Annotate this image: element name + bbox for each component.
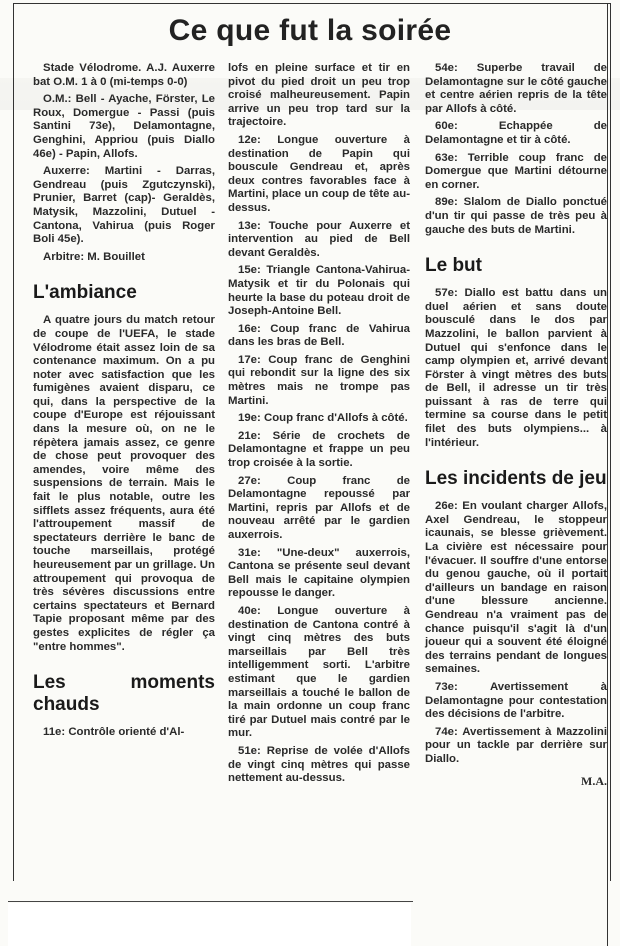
column-1 [33, 62, 215, 744]
moment-15: 15e: Triangle Cantona-Vahirua-Matysik et tir du Polonais qui heurte la base du poteau droit de Joseph-Antoine Bell. [228, 264, 410, 318]
ambiance-text: A quatre jours du match retour de coupe de l'UEFA, le stade Vélodrome était assez loin de sa contenance maximum. On a pu noter avec satisfaction que les fumigènes avaient disparu, ce qui, dans la perspective de la coupe d'Europe est réjouissant dans la mesure où, on ne le répètera jamais assez, ce genre de chose peut provoquer des amendes, voire même des suspensions de terrain. Mais le fait le plus notable, outre les sifflets assez fréquents, aura été l'attroupement massif de spectateurs derrière le banc de touche marseillais, protégé heureusement par un grillage. Un attroupement qui provoqua de très sévères discussions entre certains spectateurs et Bernard Tapie proposant même par des gestes explicites de régler ça "entre hommes". [33, 314, 215, 653]
ambiance-heading: L'ambiance [33, 282, 137, 304]
column-3 [425, 62, 607, 788]
om-lineup: O.M.: Bell - Ayache, Förster, Le Roux, Domergue - Passi (puis Santini 73e), Delamontagne, Genghini, Appriou (puis Diallo 46e) - Papin, Allofs. [33, 93, 215, 160]
moments-heading: Les moments chauds [33, 672, 215, 716]
moment-11-cont: lofs en pleine surface et tir en pivot du pied droit un peu trop croisé malheureusement. Papin arrive un peu trop tard sur la trajectoire. [228, 62, 410, 129]
incident-74: 74e: Avertissement à Mazzolini pour un tackle par derrière sur Diallo. [425, 725, 607, 765]
incidents-heading: Les incidents de jeu [425, 468, 607, 490]
moment-13: 13e: Touche pour Auxerre et intervention au pied de Bell devant Geraldès. [228, 219, 410, 259]
frame-right-border [607, 3, 608, 946]
moment-51: 51e: Reprise de volée d'Allofs de vingt cinq mètres qui passe nettement au-dessus. [228, 744, 410, 785]
but-heading: Le but [425, 255, 482, 277]
moment-12: 12e: Longue ouverture à destination de Papin qui bouscule Gendreau et, après deux contres favorables face à Martini, place un coup de tête au-dessus. [228, 133, 410, 214]
moment-17: 17e: Coup franc de Genghini qui rebondit sur la ligne des six mètres mais ne trompe pas Martini. [228, 353, 410, 407]
moment-60: 60e: Echappée de Delamontagne et tir à côté. [425, 120, 607, 146]
frame-bottom-border [8, 901, 413, 902]
but-text: 57e: Diallo est battu dans un duel aérien et sans doute bousculé dans le dos par Mazzolini, le ballon parvient à Dutuel qui s'enfonce dans le camp olympien et, arrivé devant Förster à vingt mètres des buts de Bell, il adresse un tir très puissant à ras de terre qui termine sa course dans le petit filet des buts olympiens... à l'intérieur. [425, 287, 607, 449]
moment-54: 54e: Superbe travail de Delamontagne sur le côté gauche et centre aérien repris de la tête par Allofs à côté. [425, 62, 607, 115]
author-signature: M.A. [581, 773, 607, 788]
article-title: Ce que fut la soirée [168, 14, 452, 47]
moment-31: 31e: "Une-deux" auxerrois, Cantona se présente seul devant Bell mais le capitaine olympien repousse le danger. [228, 546, 410, 600]
auxerre-lineup: Auxerre: Martini - Darras, Gendreau (puis Zgutczynski), Prunier, Barret (cap)- Geraldès, Matysik, Mazzolini, Dutuel - Cantona, Vahirua (puis Roger Boli 45e). [33, 165, 215, 246]
blank-area [8, 903, 411, 946]
moment-63: 63e: Terrible coup franc de Domergue que Martini détourne en corner. [425, 151, 607, 191]
moment-16: 16e: Coup franc de Vahirua dans les bras de Bell. [228, 322, 410, 349]
incident-26: 26e: En voulant charger Allofs, Axel Gendreau, le stoppeur icaunais, se blesse grièvement. La civière est nécessaire pour l'évacuer. Il souffre d'une entorse du genou gauche, où il portait d'ailleurs un bandage en raison d'une blessure ancienne. Gendreau n'a vraiment pas de chance puisqu'il s'agit là d'un joueur qui a souvent été éloigné des terrains pendant de longues semaines. [425, 500, 607, 676]
column-2 [228, 62, 410, 790]
moment-19: 19e: Coup franc d'Allofs à côté. [238, 412, 408, 425]
moment-40: 40e: Longue ouverture à destination de Cantona contré à vingt cinq mètres des buts marseillais par Bell très intelligemment sorti. L'arbitre estimant que le gardien marseillais a touché le ballon de la main ordonne un coup franc tiré par Dutuel mais contré par le mur. [228, 604, 410, 740]
moment-21: 21e: Série de crochets de Delamontagne et frappe un peu trop croisée à la sortie. [228, 429, 410, 470]
match-intro: Stade Vélodrome. A.J. Auxerre bat O.M. 1 à 0 (mi-temps 0-0) [33, 62, 215, 88]
moment-89: 89e: Slalom de Diallo ponctué d'un tir qui passe de très peu à gauche des buts de Martini. [425, 196, 607, 236]
incident-73: 73e: Avertissement à Delamontagne pour contestation des décisions de l'arbitre. [425, 680, 607, 721]
moment-11: 11e: Contrôle orienté d'Al- [43, 726, 185, 739]
referee: Arbitre: M. Bouillet [43, 250, 145, 263]
moment-27: 27e: Coup franc de Delamontagne repoussé par Martini, repris par Allofs et de nouveau arrêté par le gardien auxerrois. [228, 474, 410, 541]
